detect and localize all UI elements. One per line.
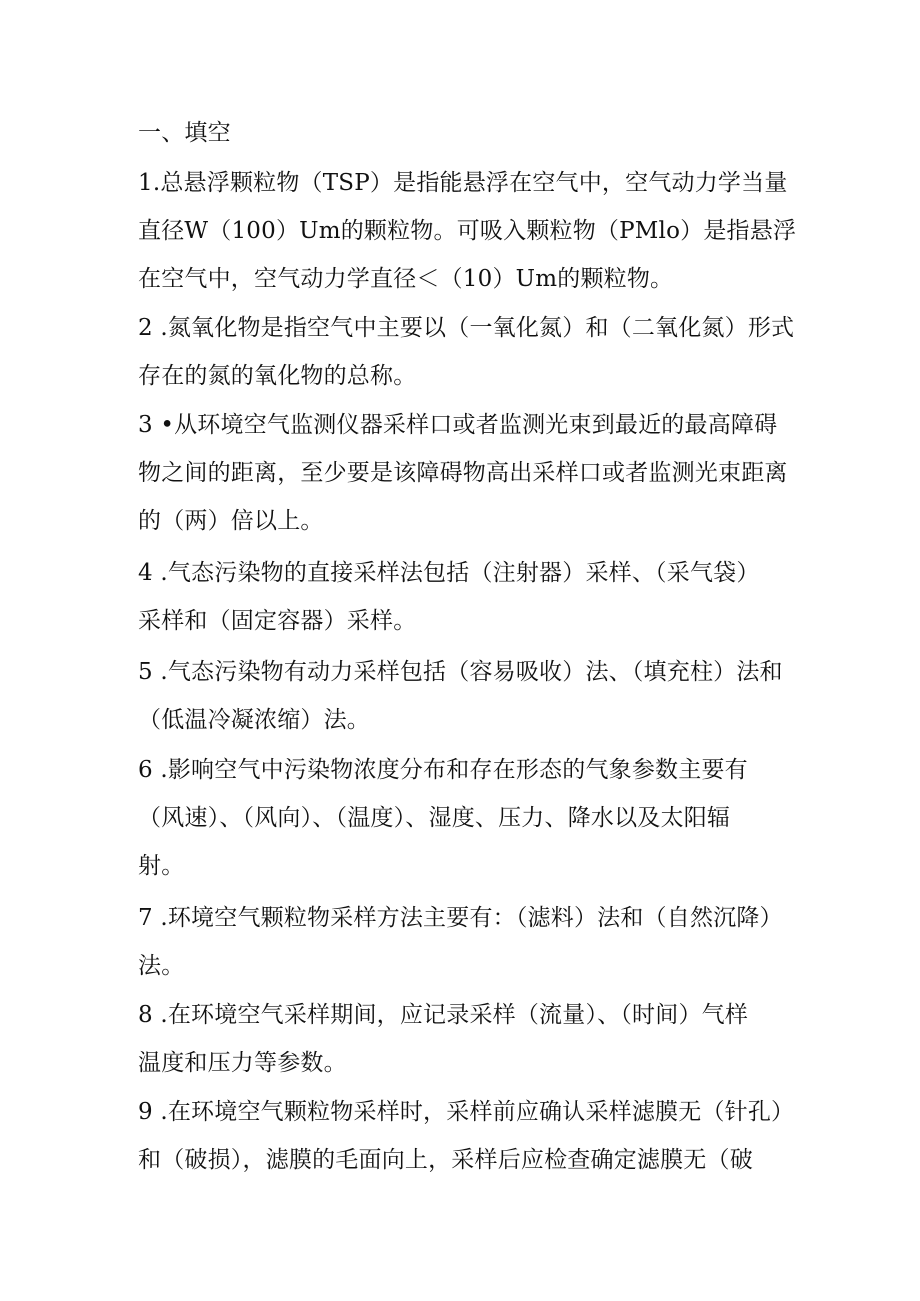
text-line: 采样和（固定容器）采样。 <box>138 608 417 634</box>
text-line: 7 .环境空气颗粒物采样方法主要有：（滤料）法和（自然沉降） <box>138 905 783 931</box>
text-line: 在空气中，空气动力学直径＜（10）Um的颗粒物。 <box>138 266 674 292</box>
text-line: 3 •从环境空气监测仪器采样口或者监测光束到最近的最高障碍 <box>138 412 778 438</box>
text-line: 法。 <box>138 953 185 979</box>
text-line: 1.总悬浮颗粒物（TSP）是指能悬浮在空气中，空气动力学当量 <box>138 170 788 196</box>
text-line: （风速）、（风向）、（温度）、湿度、压力、降水以及太阳辐 <box>138 805 731 831</box>
text-line: 5 .气态污染物有动力采样包括（容易吸收）法、（填充柱）法和 <box>138 659 783 685</box>
text-line: 和（破损），滤膜的毛面向上，采样后应检查确定滤膜无（破 <box>138 1147 753 1173</box>
text-line: 射。 <box>138 853 185 879</box>
text-line: 直径W（100）Um的颗粒物。可吸入颗粒物（PMlo）是指悬浮 <box>138 218 797 244</box>
text-line: 存在的氮的氧化物的总称。 <box>138 363 417 389</box>
section-title: 一、填空 <box>138 120 231 146</box>
text-line: 温度和压力等参数。 <box>138 1050 347 1076</box>
text-line: 6 .影响空气中污染物浓度分布和存在形态的气象参数主要有 <box>138 757 748 783</box>
text-line: 2 .氮氧化物是指空气中主要以（一氧化氮）和（二氧化氮）形式 <box>138 315 795 341</box>
text-line: 物之间的距离，至少要是该障碍物高出采样口或者监测光束距离 <box>138 460 788 486</box>
text-line: 4 .气态污染物的直接采样法包括（注射器）采样、（采气袋） <box>138 560 760 586</box>
text-line: 的（两）倍以上。 <box>138 508 324 534</box>
text-line: 9 .在环境空气颗粒物采样时，采样前应确认采样滤膜无（针孔） <box>138 1099 795 1125</box>
text-line: 8 .在环境空气采样期间，应记录采样（流量）、（时间）气样 <box>138 1002 749 1028</box>
text-line: （低温冷凝浓缩）法。 <box>138 707 370 733</box>
